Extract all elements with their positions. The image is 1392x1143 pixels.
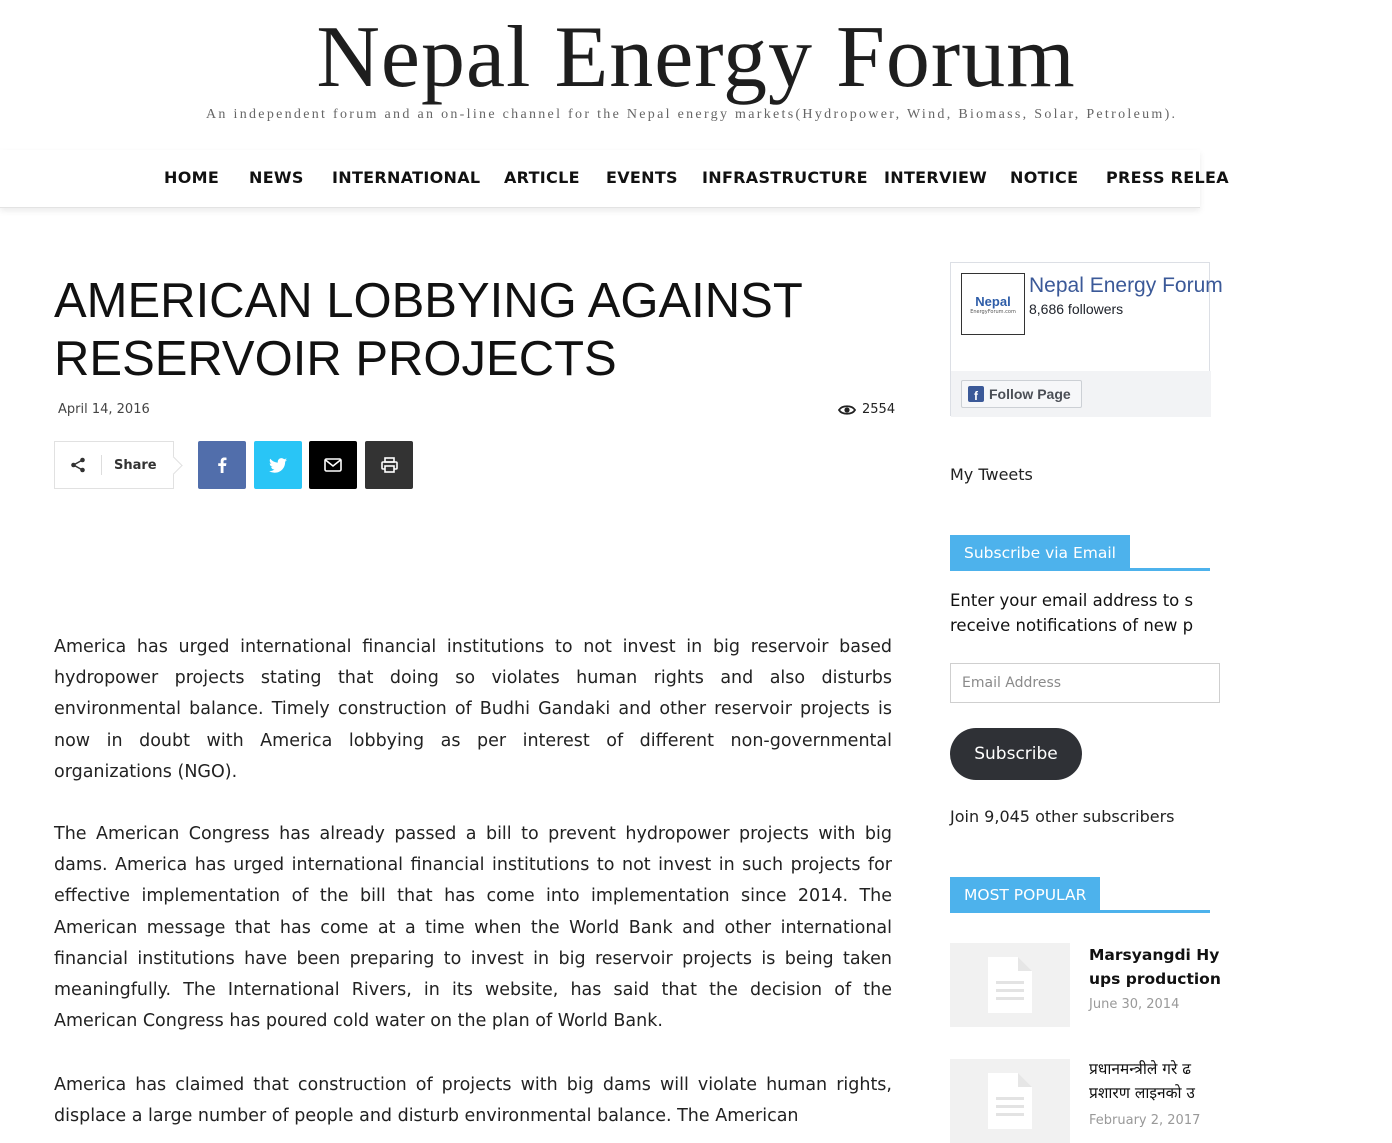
subscriber-count: Join 9,045 other subscribers xyxy=(950,807,1175,826)
logo-text: Nepal xyxy=(975,293,1011,309)
site-tagline: An independent forum and an on-line channel for the Nepal energy markets(Hydropower, Wind, Biomass, Solar, Petroleum). xyxy=(206,107,1178,122)
popular-post-title-line: प्रधानमन्त्रीले गरे ढ xyxy=(1089,1060,1192,1078)
nav-item-international[interactable]: INTERNATIONAL xyxy=(332,168,481,187)
my-tweets-link[interactable]: My Tweets xyxy=(950,465,1033,484)
popular-post-thumbnail[interactable] xyxy=(950,943,1070,1027)
envelope-icon xyxy=(324,458,342,472)
email-share-button[interactable] xyxy=(309,441,357,489)
article-paragraph: America has claimed that construction of projects with big dams will violate human rights, displace a large number of people and disturb environmental balance. The American xyxy=(54,1075,892,1127)
share-icon xyxy=(55,442,101,488)
subscribe-description-line: Enter your email address to s xyxy=(950,591,1194,610)
site-logo[interactable] xyxy=(961,273,1025,335)
nav-item-news[interactable]: NEWS xyxy=(249,168,304,187)
follow-page-button[interactable] xyxy=(961,380,1082,408)
nav-item-events[interactable]: EVENTS xyxy=(606,168,678,187)
facebook-icon: f xyxy=(968,386,984,402)
email-field[interactable] xyxy=(950,663,1220,703)
popular-post-title[interactable] xyxy=(1089,1057,1229,1105)
subscribe-description xyxy=(950,588,1250,638)
main-nav xyxy=(0,150,1229,208)
facebook-share-button[interactable] xyxy=(198,441,246,489)
popular-post-title-line: प्रशारण लाइनको उ xyxy=(1089,1084,1195,1102)
popular-post-title[interactable] xyxy=(1089,943,1229,991)
nav-item-notice[interactable]: NOTICE xyxy=(1010,168,1079,187)
facebook-icon xyxy=(217,457,227,473)
popular-post-title-line: ups production xyxy=(1089,970,1221,988)
share-label: Share xyxy=(114,457,157,473)
eye-icon xyxy=(838,404,856,416)
subscribe-description-line: receive notifications of new p xyxy=(950,616,1194,635)
logo-subtext: EnergyForum.com xyxy=(970,308,1016,315)
subscribe-button[interactable]: Subscribe xyxy=(950,728,1082,780)
print-button[interactable] xyxy=(365,441,413,489)
most-popular-label: MOST POPULAR xyxy=(950,877,1100,913)
twitter-icon xyxy=(269,458,287,473)
nav-item-home[interactable]: HOME xyxy=(164,168,220,187)
article-paragraph: The American Congress has already passed a bill to prevent hydropower projects with big dams. America has urged international financial institutions to not invest in such projects for effective implementation of the bill that has come into implementation since 2014. The American message that has come at a time when the World Bank and other international financial institutions have been preparing to invest in big reservoir projects is being taken meaningfully. The International Rivers, in its website, has said that the decision of the American Congress has poured cold water on the plan of World Bank. xyxy=(54,824,892,1032)
facebook-page-widget xyxy=(950,262,1223,416)
view-count-value: 2554 xyxy=(862,402,896,417)
share-divider xyxy=(101,455,102,475)
nav-item-infrastructure[interactable]: INFRASTRUCTURE xyxy=(702,168,868,187)
nav-item-press-release[interactable]: PRESS RELEA xyxy=(1106,168,1229,187)
subscribe-heading-label: Subscribe via Email xyxy=(950,535,1130,571)
document-icon xyxy=(986,955,1034,1015)
popular-post-date: February 2, 2017 xyxy=(1089,1113,1201,1128)
nav-item-article[interactable]: ARTICLE xyxy=(504,168,580,187)
follow-page-label: Follow Page xyxy=(989,386,1071,402)
article-paragraph: America has urged international financial institutions to not invest in big reservoir based hydropower projects stating that doing so violates human rights and also disturbs environmental balance. Timely construction of Budhi Gandaki and other reservoir projects is now in doubt with America lobbying as per interest of different non-governmental organizations (NGO). xyxy=(54,637,892,782)
share-button[interactable] xyxy=(54,441,174,489)
nav-item-interview[interactable]: INTERVIEW xyxy=(884,168,988,187)
subscribe-section-heading xyxy=(950,535,1210,571)
fb-followers: 8,686 followers xyxy=(1029,301,1124,317)
fb-page-name[interactable]: Nepal Energy Forum xyxy=(1029,274,1223,297)
popular-post-date: June 30, 2014 xyxy=(1089,997,1180,1012)
view-count xyxy=(838,402,895,417)
article-title: AMERICAN LOBBYING AGAINST RESERVOIR PROJECTS xyxy=(54,274,802,386)
printer-icon xyxy=(381,457,398,473)
popular-post-title-line: Marsyangdi Hy xyxy=(1089,946,1220,964)
most-popular-heading xyxy=(950,877,1210,913)
twitter-share-button[interactable] xyxy=(254,441,302,489)
article-date: April 14, 2016 xyxy=(58,402,150,417)
site-title[interactable]: Nepal Energy Forum xyxy=(316,9,1076,106)
popular-post-thumbnail[interactable] xyxy=(950,1059,1070,1143)
document-icon xyxy=(986,1071,1034,1131)
